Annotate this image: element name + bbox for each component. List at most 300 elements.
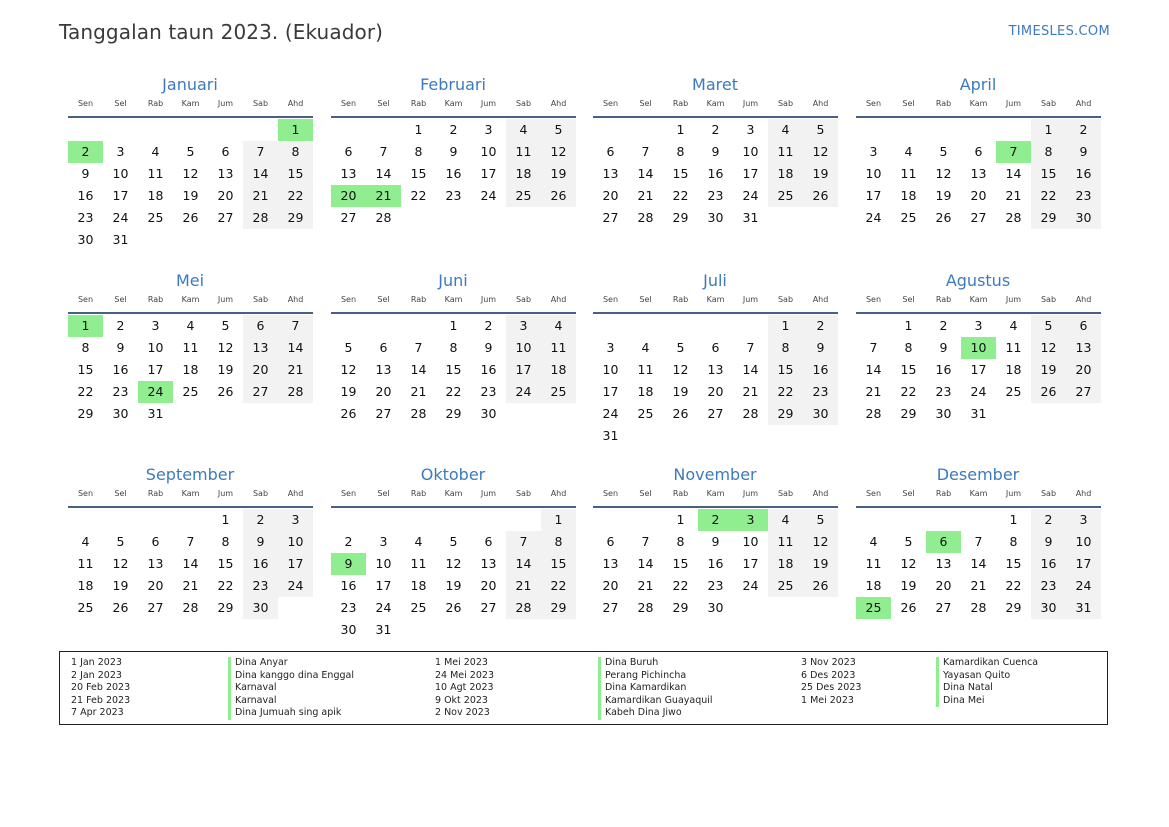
holiday-name: Dina Natal [936, 682, 1038, 695]
day-cell: 29 [1005, 600, 1022, 615]
day-cell: 5 [344, 340, 353, 355]
day-cell: 29 [672, 600, 689, 615]
day-cell: 30 [1066, 207, 1101, 229]
weekday-label: Kam [969, 295, 988, 304]
day-grid [68, 509, 313, 619]
day-cell: 8 [414, 144, 423, 159]
day-cell: 19 [1031, 359, 1066, 381]
weekday-label: Ahd [812, 99, 829, 108]
weekday-label: Sab [252, 489, 269, 498]
weekday-label: Sab [777, 295, 794, 304]
day-cell: 13 [480, 556, 497, 571]
empty-cell [733, 315, 768, 337]
day-cell: 3 [379, 534, 388, 549]
day-cell: 6 [606, 144, 615, 159]
weekday-label: Ahd [812, 489, 829, 498]
day-cell: 6 [221, 144, 230, 159]
empty-cell [68, 119, 103, 141]
empty-cell [961, 509, 996, 531]
day-cell: 28 [182, 600, 199, 615]
day-cell: 13 [243, 337, 278, 359]
day-cell: 19 [217, 362, 234, 377]
day-cell: 9 [484, 340, 493, 355]
day-cell: 7 [186, 534, 195, 549]
day-cell: 11 [77, 556, 94, 571]
day-cell: 11 [410, 556, 427, 571]
weekday-label: Rab [935, 295, 952, 304]
month-name: November [673, 465, 757, 484]
empty-cell [68, 509, 103, 531]
day-cell: 4 [151, 144, 160, 159]
day-cell: 22 [410, 188, 427, 203]
day-cell: 3 [606, 340, 615, 355]
day-cell: 30 [707, 600, 724, 615]
weekday-label: Kam [181, 99, 200, 108]
day-cell: 15 [672, 556, 689, 571]
day-cell: 14 [182, 556, 199, 571]
empty-cell [926, 509, 961, 531]
empty-cell [436, 509, 471, 531]
weekday-label: Jum [1005, 295, 1022, 304]
day-cell: 26 [672, 406, 689, 421]
day-cell: 1 [541, 509, 576, 531]
day-cell: 30 [803, 403, 838, 425]
month-name: September [145, 465, 235, 484]
day-cell: 11 [768, 531, 803, 553]
day-cell: 4 [506, 119, 541, 141]
day-cell: 23 [707, 188, 724, 203]
day-cell: 1 [414, 122, 423, 137]
day-cell: 8 [676, 144, 685, 159]
day-cell: 10 [742, 534, 759, 549]
day-cell: 7 [746, 340, 755, 355]
holiday-date: 1 Mei 2023 [801, 694, 854, 706]
day-cell: 30 [1031, 597, 1066, 619]
day-cell: 6 [711, 340, 720, 355]
holiday-name: Dina kanggo dina Enggal [228, 670, 354, 683]
weekday-label: Sab [515, 99, 532, 108]
day-cell: 23 [935, 384, 952, 399]
empty-cell [891, 509, 926, 531]
empty-cell [698, 315, 733, 337]
holiday-name: Dina Kamardikan [598, 682, 713, 695]
day-grid [331, 315, 576, 425]
day-cell: 5 [221, 318, 230, 333]
weekday-label: Sel [639, 489, 652, 498]
weekday-label: Sel [902, 295, 915, 304]
day-cell: 12 [217, 340, 234, 355]
day-cell: 12 [541, 141, 576, 163]
weekday-label: Rab [935, 489, 952, 498]
day-cell: 5 [939, 144, 948, 159]
day-cell: 31 [147, 406, 164, 421]
month-juli [593, 269, 838, 447]
day-cell: 24 [742, 578, 759, 593]
holiday-list [59, 651, 1108, 725]
day-cell: 20 [147, 578, 164, 593]
day-cell: 13 [602, 556, 619, 571]
day-cell: 22 [672, 188, 689, 203]
holiday-day-cell: 3 [733, 509, 768, 531]
day-cell: 9 [449, 144, 458, 159]
day-cell: 24 [278, 575, 313, 597]
day-cell: 26 [217, 384, 234, 399]
day-cell: 26 [340, 406, 357, 421]
day-cell: 15 [1005, 556, 1022, 571]
month-april [856, 73, 1101, 229]
day-cell: 10 [865, 166, 882, 181]
weekday-label: Sel [377, 99, 390, 108]
day-cell: 4 [186, 318, 195, 333]
day-cell: 2 [1066, 119, 1101, 141]
day-cell: 22 [278, 185, 313, 207]
day-cell: 1 [676, 122, 685, 137]
day-cell: 19 [803, 553, 838, 575]
day-cell: 15 [77, 362, 94, 377]
day-cell: 5 [803, 509, 838, 531]
weekday-label: Sel [114, 99, 127, 108]
weekday-header [331, 98, 576, 118]
day-cell: 15 [672, 166, 689, 181]
day-cell: 19 [541, 163, 576, 185]
weekday-header [593, 294, 838, 314]
holiday-day-cell: 21 [366, 185, 401, 207]
month-name: Oktober [420, 465, 486, 484]
day-cell: 4 [1009, 318, 1018, 333]
day-cell: 19 [445, 578, 462, 593]
day-cell: 29 [672, 210, 689, 225]
day-cell: 24 [1066, 575, 1101, 597]
weekday-label: Jum [1005, 99, 1022, 108]
weekday-label: Jum [742, 489, 759, 498]
day-cell: 12 [900, 556, 917, 571]
day-cell: 17 [742, 166, 759, 181]
holiday-date: 10 Agt 2023 [435, 682, 494, 694]
day-cell: 24 [602, 406, 619, 421]
day-cell: 18 [541, 359, 576, 381]
day-cell: 20 [243, 359, 278, 381]
weekday-label: Ahd [550, 489, 567, 498]
day-cell: 23 [340, 600, 357, 615]
day-cell: 11 [900, 166, 917, 181]
day-cell: 2 [939, 318, 948, 333]
weekday-label: Rab [410, 99, 427, 108]
day-cell: 22 [672, 578, 689, 593]
weekday-label: Sen [865, 489, 882, 498]
day-cell: 5 [1031, 315, 1066, 337]
day-cell: 16 [480, 362, 497, 377]
day-cell: 16 [707, 556, 724, 571]
day-cell: 26 [445, 600, 462, 615]
weekday-label: Kam [706, 99, 725, 108]
day-cell: 27 [935, 600, 952, 615]
weekday-label: Ahd [287, 99, 304, 108]
day-cell: 30 [243, 597, 278, 619]
weekday-label: Sen [602, 99, 619, 108]
day-cell: 4 [768, 119, 803, 141]
month-januari [68, 73, 313, 251]
day-cell: 21 [410, 384, 427, 399]
day-cell: 13 [147, 556, 164, 571]
day-cell: 18 [147, 188, 164, 203]
day-cell: 23 [707, 578, 724, 593]
day-cell: 5 [904, 534, 913, 549]
weekday-label: Sen [77, 99, 94, 108]
day-cell: 18 [182, 362, 199, 377]
day-cell: 23 [1066, 185, 1101, 207]
weekday-label: Kam [969, 489, 988, 498]
month-maret [593, 73, 838, 229]
weekday-label: Ahd [1075, 295, 1092, 304]
day-cell: 13 [970, 166, 987, 181]
day-cell: 28 [637, 210, 654, 225]
day-cell: 15 [217, 556, 234, 571]
weekday-label: Rab [672, 489, 689, 498]
day-cell: 1 [221, 512, 230, 527]
day-cell: 4 [641, 340, 650, 355]
day-cell: 16 [77, 188, 94, 203]
day-cell: 23 [112, 384, 129, 399]
holiday-name: Dina Anyar [228, 657, 354, 670]
day-cell: 12 [445, 556, 462, 571]
weekday-label: Jum [217, 489, 234, 498]
day-cell: 29 [77, 406, 94, 421]
empty-cell [856, 315, 891, 337]
site-link[interactable]: TIMESLES.COM [1008, 24, 1110, 39]
holiday-day-cell: 7 [996, 141, 1031, 163]
page-title: Tanggalan taun 2023. (Ekuador) [59, 20, 384, 44]
weekday-header [68, 98, 313, 118]
day-cell: 30 [77, 232, 94, 247]
weekday-label: Sen [340, 295, 357, 304]
day-grid [856, 315, 1101, 425]
day-cell: 25 [506, 185, 541, 207]
day-cell: 20 [217, 188, 234, 203]
day-cell: 5 [116, 534, 125, 549]
day-cell: 11 [1005, 340, 1022, 355]
day-cell: 17 [375, 578, 392, 593]
day-cell: 25 [768, 575, 803, 597]
day-cell: 27 [1066, 381, 1101, 403]
empty-cell [593, 119, 628, 141]
month-name: Mei [175, 271, 205, 290]
day-cell: 20 [602, 188, 619, 203]
weekday-label: Sab [1040, 295, 1057, 304]
day-cell: 10 [112, 166, 129, 181]
weekday-label: Ahd [287, 295, 304, 304]
day-cell: 21 [1005, 188, 1022, 203]
weekday-label: Ahd [550, 99, 567, 108]
day-cell: 16 [935, 362, 952, 377]
holiday-date-column [435, 657, 494, 720]
weekday-label: Ahd [550, 295, 567, 304]
day-cell: 31 [1066, 597, 1101, 619]
weekday-label: Sel [902, 99, 915, 108]
day-cell: 21 [506, 575, 541, 597]
day-cell: 2 [243, 509, 278, 531]
day-cell: 9 [711, 144, 720, 159]
holiday-date: 2 Jan 2023 [71, 669, 122, 681]
day-cell: 13 [1066, 337, 1101, 359]
weekday-label: Sab [777, 489, 794, 498]
day-cell: 18 [865, 578, 882, 593]
holiday-day-cell: 20 [331, 185, 366, 207]
day-cell: 27 [707, 406, 724, 421]
day-cell: 17 [865, 188, 882, 203]
day-cell: 23 [77, 210, 94, 225]
day-cell: 20 [970, 188, 987, 203]
day-cell: 15 [900, 362, 917, 377]
day-cell: 3 [869, 144, 878, 159]
day-cell: 18 [1005, 362, 1022, 377]
day-cell: 21 [637, 188, 654, 203]
day-cell: 10 [147, 340, 164, 355]
day-cell: 6 [151, 534, 160, 549]
empty-cell [593, 509, 628, 531]
empty-cell [173, 119, 208, 141]
day-cell: 29 [278, 207, 313, 229]
day-cell: 21 [637, 578, 654, 593]
holiday-day-cell: 25 [856, 597, 891, 619]
day-cell: 2 [803, 315, 838, 337]
day-cell: 13 [375, 362, 392, 377]
empty-cell [103, 509, 138, 531]
day-cell: 24 [865, 210, 882, 225]
day-cell: 14 [637, 556, 654, 571]
day-cell: 12 [1031, 337, 1066, 359]
day-cell: 3 [506, 315, 541, 337]
day-cell: 13 [707, 362, 724, 377]
day-cell: 24 [970, 384, 987, 399]
day-cell: 8 [1009, 534, 1018, 549]
day-cell: 1 [768, 315, 803, 337]
month-mei [68, 269, 313, 425]
day-cell: 31 [970, 406, 987, 421]
day-cell: 14 [375, 166, 392, 181]
holiday-day-cell: 1 [278, 119, 313, 141]
day-cell: 14 [1005, 166, 1022, 181]
day-cell: 15 [445, 362, 462, 377]
day-cell: 26 [541, 185, 576, 207]
day-cell: 21 [182, 578, 199, 593]
day-cell: 19 [935, 188, 952, 203]
empty-cell [926, 119, 961, 141]
day-cell: 14 [742, 362, 759, 377]
day-cell: 15 [410, 166, 427, 181]
weekday-label: Sen [865, 99, 882, 108]
day-cell: 23 [1031, 575, 1066, 597]
holiday-day-cell: 2 [68, 141, 103, 163]
weekday-label: Ahd [1075, 99, 1092, 108]
holiday-day-cell: 24 [138, 381, 173, 403]
day-cell: 10 [375, 556, 392, 571]
day-cell: 25 [410, 600, 427, 615]
day-cell: 8 [1031, 141, 1066, 163]
empty-cell [243, 119, 278, 141]
day-cell: 5 [803, 119, 838, 141]
day-grid [68, 315, 313, 425]
day-cell: 20 [707, 384, 724, 399]
weekday-label: Sen [865, 295, 882, 304]
day-cell: 22 [77, 384, 94, 399]
day-cell: 17 [1066, 553, 1101, 575]
weekday-label: Sel [377, 489, 390, 498]
day-cell: 22 [1031, 185, 1066, 207]
day-cell: 16 [340, 578, 357, 593]
day-cell: 3 [974, 318, 983, 333]
empty-cell [628, 509, 663, 531]
holiday-day-cell: 2 [698, 509, 733, 531]
day-cell: 28 [243, 207, 278, 229]
empty-cell [891, 119, 926, 141]
weekday-header [593, 98, 838, 118]
day-cell: 16 [803, 359, 838, 381]
month-name: Januari [162, 75, 218, 94]
day-cell: 25 [77, 600, 94, 615]
day-cell: 6 [606, 534, 615, 549]
weekday-label: Sel [639, 295, 652, 304]
day-cell: 5 [676, 340, 685, 355]
holiday-name-column [228, 657, 354, 720]
weekday-label: Sen [340, 489, 357, 498]
holiday-date: 20 Feb 2023 [71, 682, 131, 694]
month-november [593, 463, 838, 619]
day-cell: 22 [217, 578, 234, 593]
weekday-header [68, 488, 313, 508]
empty-cell [138, 509, 173, 531]
day-cell: 6 [243, 315, 278, 337]
day-cell: 2 [344, 534, 353, 549]
day-cell: 2 [449, 122, 458, 137]
day-cell: 14 [278, 337, 313, 359]
day-cell: 5 [186, 144, 195, 159]
day-grid [856, 119, 1101, 229]
day-cell: 10 [278, 531, 313, 553]
holiday-date: 7 Apr 2023 [71, 707, 124, 719]
day-cell: 24 [506, 381, 541, 403]
day-cell: 27 [340, 210, 357, 225]
day-cell: 20 [602, 578, 619, 593]
weekday-label: Rab [410, 295, 427, 304]
weekday-label: Jum [217, 295, 234, 304]
day-cell: 24 [375, 600, 392, 615]
weekday-label: Ahd [1075, 489, 1092, 498]
empty-cell [996, 119, 1031, 141]
day-cell: 30 [112, 406, 129, 421]
day-cell: 8 [541, 531, 576, 553]
day-cell: 25 [182, 384, 199, 399]
empty-cell [856, 509, 891, 531]
day-cell: 10 [480, 144, 497, 159]
day-cell: 28 [1005, 210, 1022, 225]
day-cell: 17 [147, 362, 164, 377]
day-grid [331, 509, 576, 641]
weekday-label: Rab [147, 489, 164, 498]
day-cell: 18 [410, 578, 427, 593]
day-cell: 23 [445, 188, 462, 203]
weekday-label: Kam [444, 295, 463, 304]
day-cell: 8 [904, 340, 913, 355]
weekday-label: Jum [480, 295, 497, 304]
day-cell: 28 [970, 600, 987, 615]
weekday-label: Rab [935, 99, 952, 108]
day-cell: 14 [970, 556, 987, 571]
day-cell: 30 [480, 406, 497, 421]
day-cell: 11 [182, 340, 199, 355]
day-cell: 16 [243, 553, 278, 575]
day-cell: 11 [147, 166, 164, 181]
day-cell: 11 [865, 556, 882, 571]
